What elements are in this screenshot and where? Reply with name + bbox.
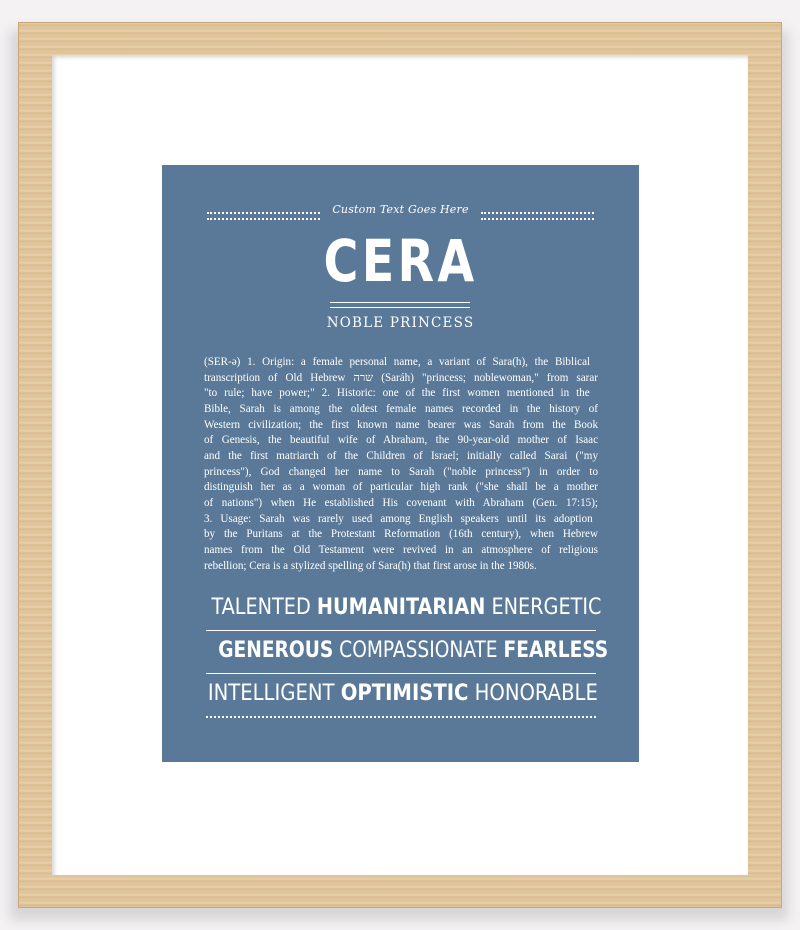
definition-line: "to rule; have power;" 2. Historic: one of the first women mentioned in the	[204, 387, 590, 400]
trait-word: TALENTED	[211, 595, 311, 620]
dotted-divider-bottom	[206, 716, 596, 718]
traits-row-2	[206, 638, 609, 663]
trait-word: OPTIMISTIC	[340, 681, 469, 706]
name-underline-bottom	[330, 307, 470, 308]
definition-line: princess"), God changed her name to Sarah ("noble princess") in order to	[204, 465, 598, 478]
definition-line: (SER-ə) 1. Origin: a female personal name, a variant of Sara(h), the Biblical	[204, 356, 591, 368]
definition-line: rebellion; Cera is a stylized spelling of Sara(h) that first arose in the 1980s.	[204, 559, 537, 572]
definition-line: of Genesis, the beautiful wife of Abraham, the 90-year-old mother of Isaac	[204, 434, 598, 447]
traits-row-3	[206, 681, 596, 706]
definition-line: distinguish her as a woman of particular high rank ("she shall be a mother	[204, 481, 598, 494]
trait-word: ENERGETIC	[491, 595, 602, 620]
trait-word: COMPASSIONATE	[339, 638, 498, 663]
traits-divider	[206, 673, 596, 674]
definition-line: of nations") when He established His covenant with Abraham (Gen. 17:15);	[204, 496, 598, 509]
name-definition	[204, 355, 598, 574]
trait-word: INTELLIGENT	[207, 681, 335, 706]
name-poster	[162, 165, 639, 762]
definition-line: names from the Old Testament were revived in an atmosphere of religious	[204, 543, 598, 556]
custom-text: Custom Text Goes Here	[332, 203, 469, 216]
definition-line: Bible, Sarah is among the oldest female names recorded in the history of	[204, 402, 598, 415]
dotted-divider-right	[481, 212, 594, 220]
traits-divider	[206, 630, 596, 631]
trait-word: FEARLESS	[503, 638, 609, 663]
definition-line: by the Puritans at the Protestant Reformation (16th century), when Hebrew	[204, 528, 598, 541]
name-underline-top	[330, 302, 470, 303]
definition-line: Western civilization; the first known name bearer was Sarah from the Book	[204, 418, 598, 431]
poster-name: CERA	[323, 227, 478, 295]
definition-line: 3. Usage: Sarah was rarely used among English speakers until its adoption	[204, 512, 593, 525]
traits-row-1	[206, 595, 602, 620]
trait-word: GENEROUS	[218, 638, 334, 663]
name-meaning: NOBLE PRINCESS	[326, 315, 475, 331]
definition-line: transcription of Old Hebrew שרה (Saráh) "princess; noblewoman," from sarar	[204, 371, 598, 384]
trait-word: HONORABLE	[474, 681, 598, 706]
definition-line: and the first matriarch of the Children of Israel; initially called Sarai ("my	[204, 449, 598, 462]
trait-word: HUMANITARIAN	[316, 595, 486, 620]
